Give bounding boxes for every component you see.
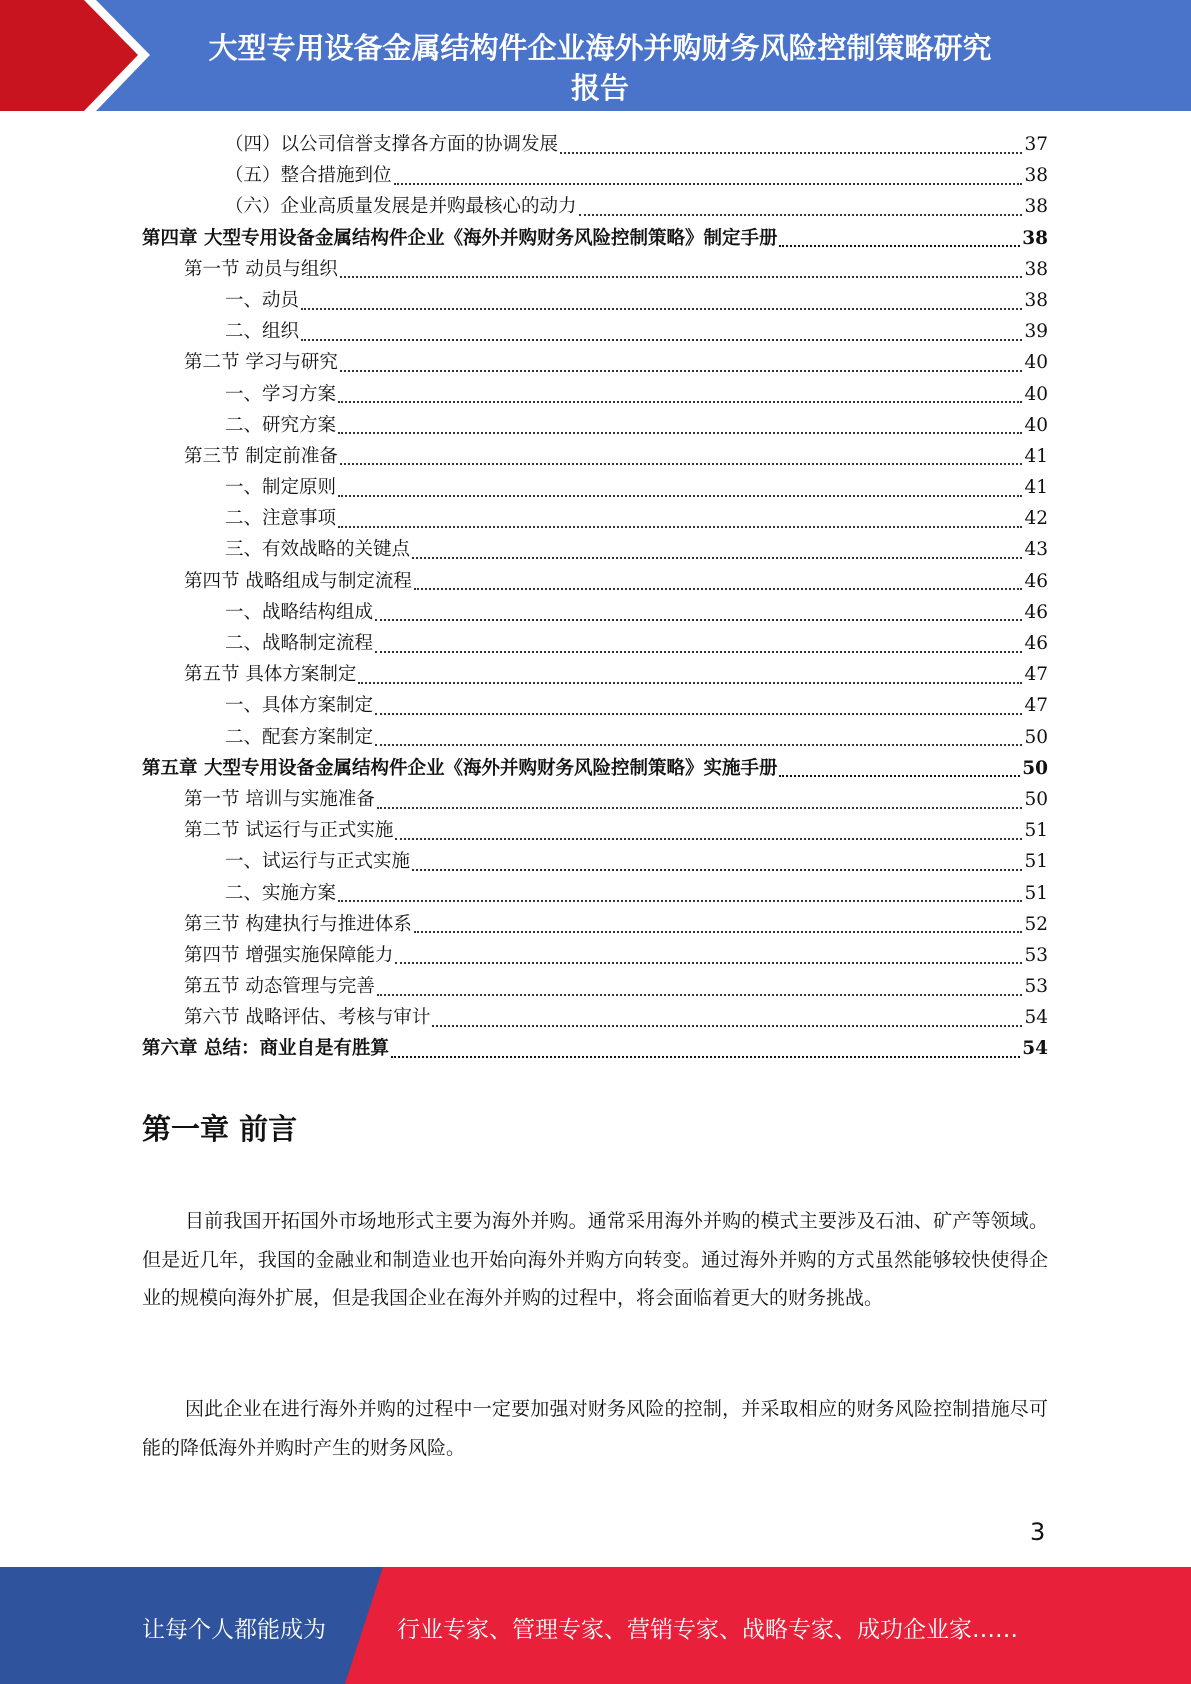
toc-entry[interactable] [142,441,1048,472]
toc-dot-leader [375,651,1022,653]
toc-entry[interactable] [142,909,1048,940]
toc-entry[interactable] [142,815,1048,846]
toc-entry-title: 第四节 战略组成与制定流程 [184,570,412,592]
toc-entry-page: 54 [1024,1007,1048,1029]
toc-entry-title: 第三节 构建执行与推进体系 [184,913,412,935]
toc-entry-page: 38 [1024,196,1048,218]
toc-entry-page: 41 [1024,445,1048,467]
toc-entry-title: 第五章 大型专用设备金属结构件企业《海外并购财务风险控制策略》实施手册 [142,757,778,779]
toc-entry-title: （四）以公司信誉支撑各方面的协调发展 [225,134,559,155]
toc-entry-page: 47 [1024,664,1048,686]
toc-dot-leader [412,869,1022,871]
toc-dot-leader [338,900,1022,902]
toc-dot-leader [340,463,1023,465]
toc-entry-page: 38 [1022,227,1048,249]
toc-entry-page: 46 [1024,633,1048,654]
report-title-line1: 大型专用设备金属结构件企业海外并购财务风险控制策略研究 [208,31,992,65]
toc-dot-leader [779,245,1020,247]
toc-entry-title: 二、组织 [225,321,300,343]
toc-dot-leader [358,682,1022,684]
toc-entry-title: 一、具体方案制定 [225,695,374,717]
toc-entry[interactable] [142,285,1048,316]
table-of-contents [142,129,1048,1065]
toc-entry-title: 第五节 动态管理与完善 [184,976,375,998]
report-title-line2: 报告 [570,71,629,105]
toc-dot-leader [560,152,1022,154]
report-title [150,28,1050,108]
toc-entry[interactable] [142,534,1048,565]
toc-entry[interactable] [142,753,1048,784]
toc-entry[interactable] [142,597,1048,628]
toc-entry-page: 38 [1024,289,1048,311]
toc-dot-leader [375,744,1022,746]
toc-entry-page: 40 [1024,414,1048,436]
toc-dot-leader [412,557,1022,559]
toc-dot-leader [394,183,1023,185]
page-header [0,0,1191,111]
toc-entry-title: 二、注意事项 [225,508,337,530]
toc-entry-page: 50 [1024,788,1048,810]
toc-entry-page: 42 [1024,508,1048,530]
toc-entry[interactable] [142,971,1048,1002]
toc-entry-title: 一、学习方案 [225,383,337,405]
toc-entry[interactable] [142,846,1048,877]
toc-entry-page: 52 [1024,913,1048,935]
toc-entry-page: 41 [1024,477,1048,499]
toc-dot-leader [414,931,1023,933]
toc-entry-page: 37 [1024,134,1048,155]
toc-entry-title: 第四章 大型专用设备金属结构件企业《海外并购财务风险控制策略》制定手册 [142,227,778,249]
toc-entry[interactable] [142,160,1048,191]
toc-entry-title: 第二节 学习与研究 [184,352,338,374]
body-paragraph: 目前我国开拓国外市场地形式主要为海外并购。通常采用海外并购的模式主要涉及石油、矿产等领域。但是近几年，我国的金融业和制造业也开始向海外并购方向转变。通过海外并购的方式虽然能够较快使得企业的规模向海外扩展，但是我国企业在海外并购的过程中，将会面临着更大的财务挑战。 [142,1210,1048,1309]
toc-dot-leader [391,1056,1020,1058]
toc-dot-leader [579,214,1023,216]
toc-entry-title: 第一节 动员与组织 [184,258,338,280]
toc-entry[interactable] [142,472,1048,503]
toc-entry[interactable] [142,347,1048,378]
toc-entry-title: 第五节 具体方案制定 [184,664,357,686]
toc-entry-title: 第六章 总结：商业自是有胜算 [142,1038,389,1060]
toc-entry-page: 43 [1024,539,1048,561]
body-paragraph: 因此企业在进行海外并购的过程中一定要加强对财务风险的控制，并采取相应的财务风险控制措施尽可能的降低海外并购时产生的财务风险。 [142,1398,1048,1459]
toc-entry-page: 51 [1024,882,1048,904]
toc-entry[interactable] [142,722,1048,753]
toc-dot-leader [414,588,1023,590]
toc-entry[interactable] [142,566,1048,597]
toc-entry[interactable] [142,1033,1048,1064]
toc-entry[interactable] [142,784,1048,815]
toc-dot-leader [338,526,1022,528]
toc-dot-leader [338,401,1022,403]
toc-dot-leader [301,308,1022,310]
toc-entry-page: 38 [1024,165,1048,187]
toc-entry-title: 一、制定原则 [225,477,337,499]
toc-entry-page: 38 [1024,258,1048,280]
page-number: 3 [1030,1518,1046,1546]
toc-entry[interactable] [142,659,1048,690]
toc-dot-leader [340,370,1023,372]
toc-entry-title: （六）企业高质量发展是并购最核心的动力 [225,196,577,218]
toc-entry-page: 40 [1024,352,1048,374]
toc-entry-page: 40 [1024,383,1048,405]
toc-entry-page: 54 [1022,1038,1048,1060]
toc-entry[interactable] [142,628,1048,659]
toc-entry[interactable] [142,1002,1048,1033]
toc-dot-leader [432,1025,1022,1027]
header-arrow-decoration [0,0,160,111]
toc-dot-leader [779,775,1020,777]
toc-entry-title: 二、研究方案 [225,414,337,436]
toc-entry[interactable] [142,223,1048,254]
toc-entry[interactable] [142,410,1048,441]
toc-dot-leader [338,432,1022,434]
toc-entry-title: 第二节 试运行与正式实施 [184,820,394,842]
toc-entry[interactable] [142,191,1048,222]
toc-dot-leader [377,994,1023,996]
toc-entry-page: 51 [1024,851,1048,873]
toc-entry-page: 53 [1024,944,1048,966]
toc-dot-leader [375,619,1022,621]
toc-entry[interactable] [142,129,1048,160]
toc-entry-title: 一、试运行与正式实施 [225,851,411,873]
toc-entry-title: 二、战略制定流程 [225,633,374,654]
toc-entry-page: 53 [1024,976,1048,998]
toc-entry-title: 第三节 制定前准备 [184,445,338,467]
toc-entry-page: 51 [1024,820,1048,842]
toc-dot-leader [340,276,1023,278]
footer-slogan-right: 行业专家、管理专家、营销专家、战略专家、成功企业家…… [397,1617,1018,1643]
footer-slogan-left: 让每个人都能成为 [142,1617,326,1643]
toc-entry-title: （五）整合措施到位 [225,165,392,187]
page-footer [0,1567,1191,1684]
toc-entry-title: 第四节 增强实施保障能力 [184,944,394,966]
toc-dot-leader [395,962,1022,964]
toc-entry-title: 第一节 培训与实施准备 [184,788,375,810]
toc-entry[interactable] [142,316,1048,347]
toc-entry-title: 第六节 战略评估、考核与审计 [184,1007,431,1029]
toc-entry-page: 46 [1024,570,1048,592]
toc-entry-page: 50 [1022,757,1048,779]
toc-dot-leader [338,495,1022,497]
toc-entry-page: 46 [1024,601,1048,623]
toc-entry[interactable] [142,379,1048,410]
toc-entry-title: 三、有效战略的关键点 [225,539,411,561]
toc-entry-title: 二、配套方案制定 [225,726,374,748]
toc-dot-leader [301,339,1022,341]
toc-entry-title: 一、战略结构组成 [225,601,374,623]
toc-entry-page: 47 [1024,695,1048,717]
toc-entry-title: 一、动员 [225,289,300,311]
toc-entry[interactable] [142,878,1048,909]
toc-dot-leader [377,807,1023,809]
toc-entry[interactable] [142,690,1048,721]
toc-dot-leader [375,713,1022,715]
toc-entry[interactable] [142,940,1048,971]
toc-dot-leader [395,838,1022,840]
toc-entry-title: 二、实施方案 [225,882,337,904]
toc-entry-page: 39 [1024,321,1048,343]
toc-entry-page: 50 [1024,726,1048,748]
toc-entry[interactable] [142,503,1048,534]
toc-entry[interactable] [142,254,1048,285]
chapter-heading: 第一章 前言 [142,1112,298,1146]
